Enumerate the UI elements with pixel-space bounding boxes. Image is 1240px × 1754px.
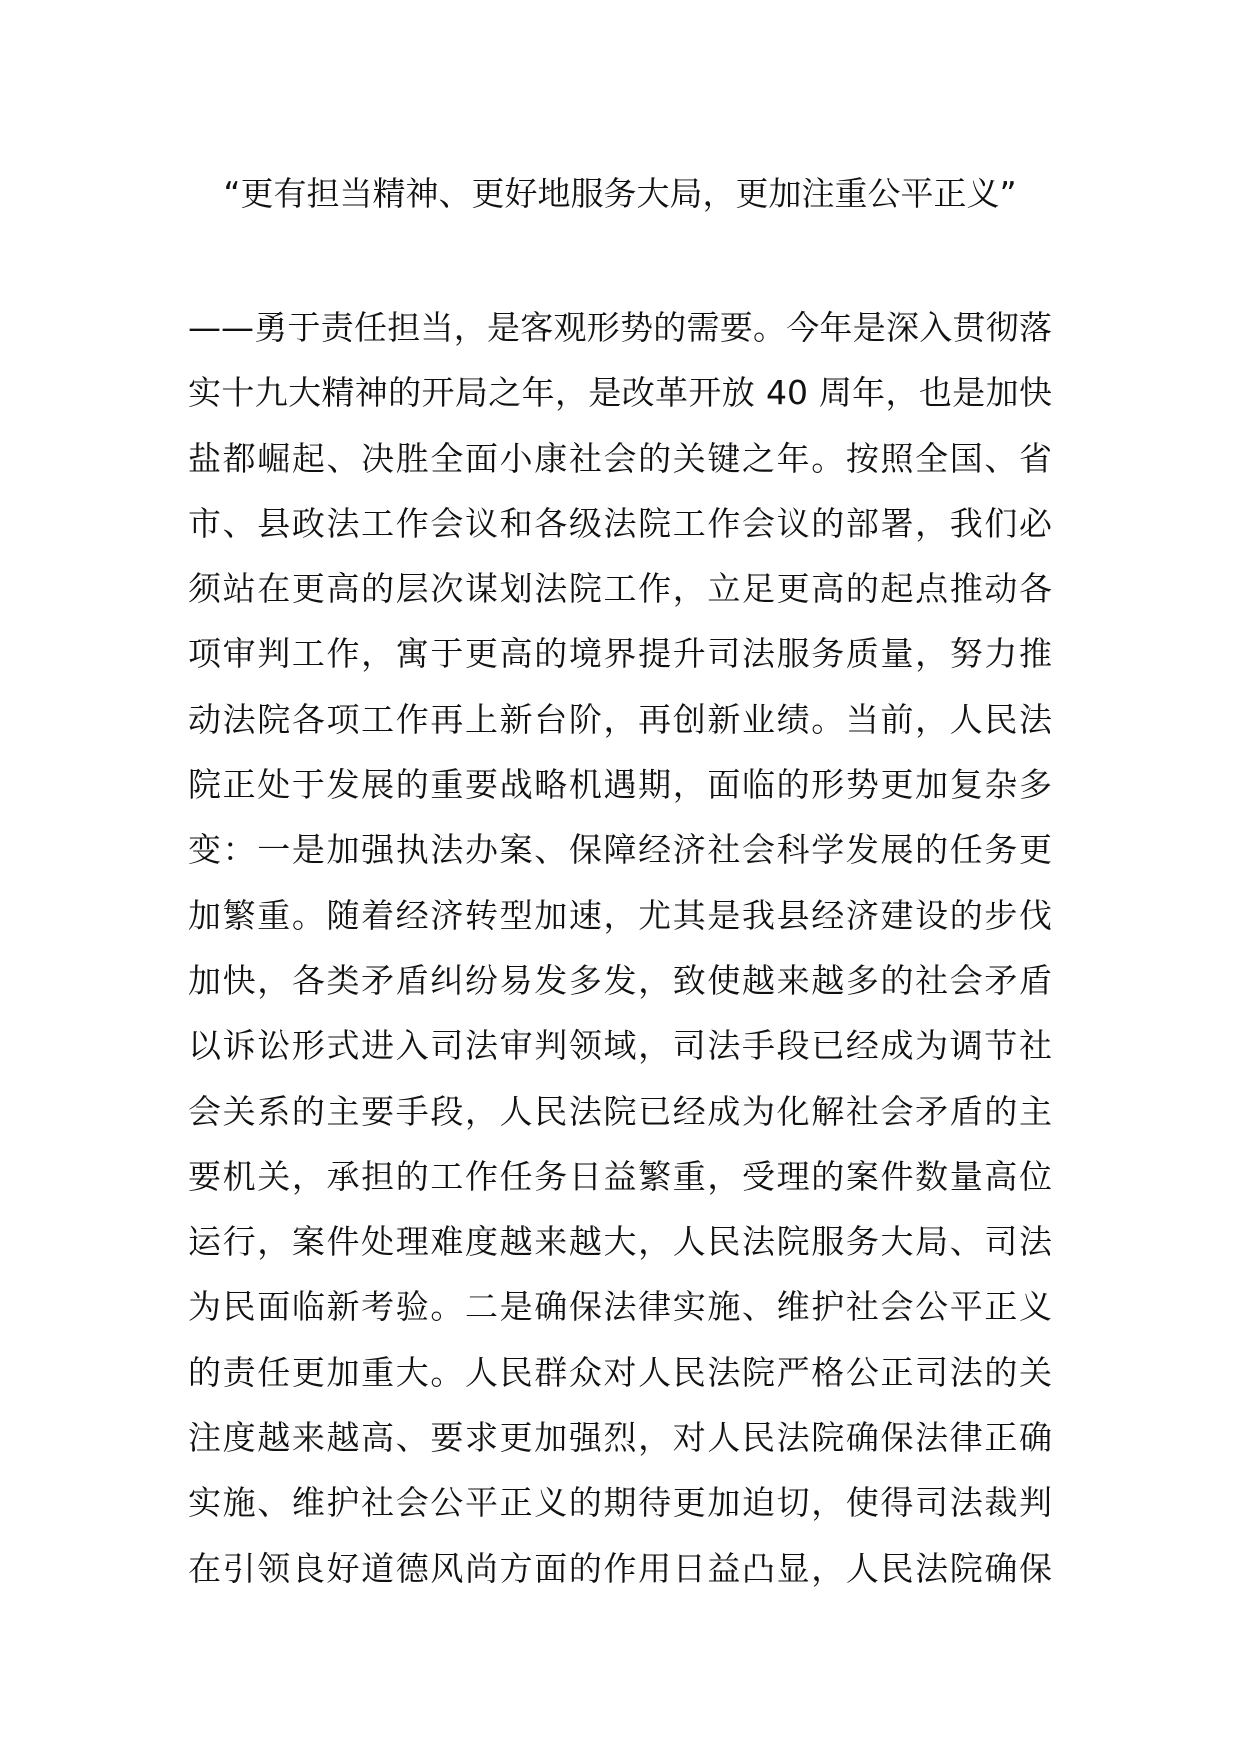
text-line: 注度越来越高、要求更加强烈，对人民法院确保法律正确 (188, 1418, 1052, 1458)
text-line: 加繁重。随着经济转型加速，尤其是我县经济建设的步伐 (188, 895, 1052, 935)
text-line: 动法院各项工作再上新台阶，再创新业绩。当前，人民法 (188, 699, 1052, 739)
text-line: 市、县政法工作会议和各级法院工作会议的部署，我们必 (188, 503, 1052, 543)
text-line: 实十九大精神的开局之年，是改革开放 40 周年，也是加快 (188, 373, 1052, 413)
text-line: 运行，案件处理难度越来越大，人民法院服务大局、司法 (188, 1222, 1052, 1262)
text-line: 加快，各类矛盾纠纷易发多发，致使越来越多的社会矛盾 (188, 960, 1052, 1000)
text-line: 实施、维护社会公平正义的期待更加迫切，使得司法裁判 (188, 1483, 1052, 1523)
text-line: 会关系的主要手段，人民法院已经成为化解社会矛盾的主 (188, 1091, 1052, 1131)
text-line: ——勇于责任担当，是客观形势的需要。今年是深入贯彻落 (188, 308, 1052, 347)
text-line: 要机关，承担的工作任务日益繁重，受理的案件数量高位 (188, 1156, 1052, 1196)
text-line: 院正处于发展的重要战略机遇期，面临的形势更加复杂多 (188, 765, 1052, 805)
text-line: 须站在更高的层次谋划法院工作，立足更高的起点推动各 (188, 569, 1052, 609)
text-line: 以诉讼形式进入司法审判领域，司法手段已经成为调节社 (188, 1026, 1052, 1066)
text-line: 在引领良好道德风尚方面的作用日益凸显，人民法院确保 (188, 1548, 1052, 1588)
text-line: 的责任更加重大。人民群众对人民法院严格公正司法的关 (188, 1352, 1052, 1392)
text-line: 变：一是加强执法办案、保障经济社会科学发展的任务更 (188, 830, 1052, 870)
text-line: 为民面临新考验。二是确保法律实施、维护社会公平正义 (188, 1287, 1052, 1327)
body-paragraph (188, 295, 1052, 1601)
text-line: 盐都崛起、决胜全面小康社会的关键之年。按照全国、省 (188, 438, 1052, 478)
text-line: 项审判工作，寓于更高的境界提升司法服务质量，努力推 (188, 634, 1052, 674)
document-title: “更有担当精神、更好地服务大局，更加注重公平正义” (223, 174, 1017, 213)
